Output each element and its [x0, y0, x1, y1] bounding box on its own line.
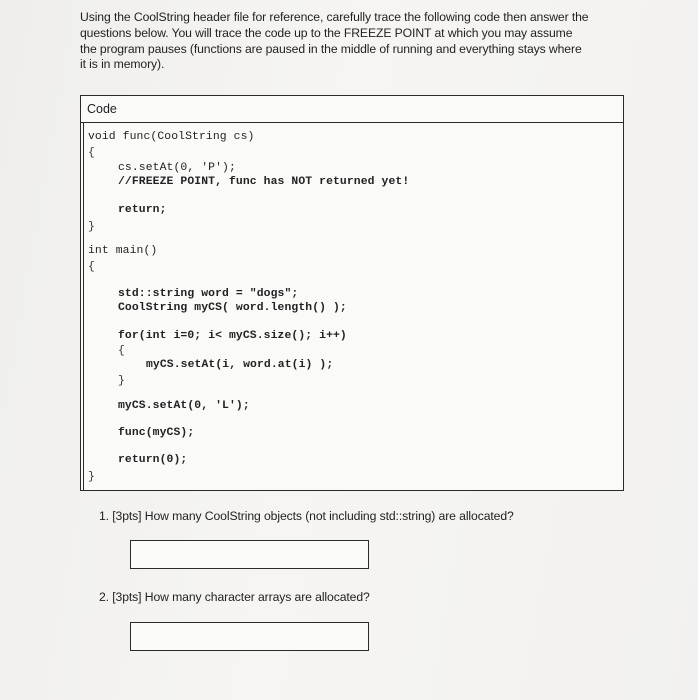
code-line-coolstring-mycs: CoolString myCS( word.length() );	[118, 302, 347, 314]
question-1: 1. [3pts] How many CoolString objects (not including std::string) are allocated?	[99, 509, 514, 523]
code-line-for-open-brace: {	[118, 345, 125, 357]
answer-box-question-2[interactable]	[130, 622, 369, 651]
code-table-header: Code	[81, 96, 623, 123]
code-line-func-open-brace: {	[88, 147, 95, 159]
code-table	[80, 95, 624, 491]
code-line-func-close-brace: }	[88, 221, 95, 233]
instructions-paragraph	[80, 10, 640, 73]
code-line-func-return: return;	[118, 204, 167, 216]
code-line-main-open-brace: {	[88, 261, 95, 273]
code-line-cs-setat: cs.setAt(0, 'P');	[118, 162, 236, 174]
code-line-func-signature: void func(CoolString cs)	[88, 131, 255, 143]
code-line-for-close-brace: }	[118, 375, 125, 387]
code-line-mycs-setat-l: myCS.setAt(0, 'L');	[118, 400, 250, 412]
code-line-freeze-point-comment: //FREEZE POINT, func has NOT returned yet!	[118, 176, 410, 188]
code-line-main-close-brace: }	[88, 471, 95, 483]
instructions-line-1: Using the CoolString header file for reference, carefully trace the following code then answer the	[80, 10, 589, 24]
code-line-func-call: func(myCS);	[118, 427, 195, 439]
code-line-main-signature: int main()	[88, 245, 158, 257]
code-line-main-return: return(0);	[118, 454, 188, 466]
instructions-line-3: the program pauses (functions are paused in the middle of running and everything stays where	[80, 41, 582, 56]
instructions-line-2: questions below. You will trace the code up to the FREEZE POINT at which you may assume	[80, 25, 573, 40]
code-listing	[83, 123, 623, 490]
instructions-line-4: it is in memory).	[80, 57, 165, 72]
question-2: 2. [3pts] How many character arrays are allocated?	[99, 590, 370, 604]
code-line-for-loop: for(int i=0; i< myCS.size(); i++)	[118, 330, 347, 342]
code-line-std-string-word: std::string word = "dogs";	[118, 288, 299, 300]
answer-box-question-1[interactable]	[130, 540, 369, 569]
code-line-mycs-setat-loop: myCS.setAt(i, word.at(i) );	[146, 359, 334, 371]
